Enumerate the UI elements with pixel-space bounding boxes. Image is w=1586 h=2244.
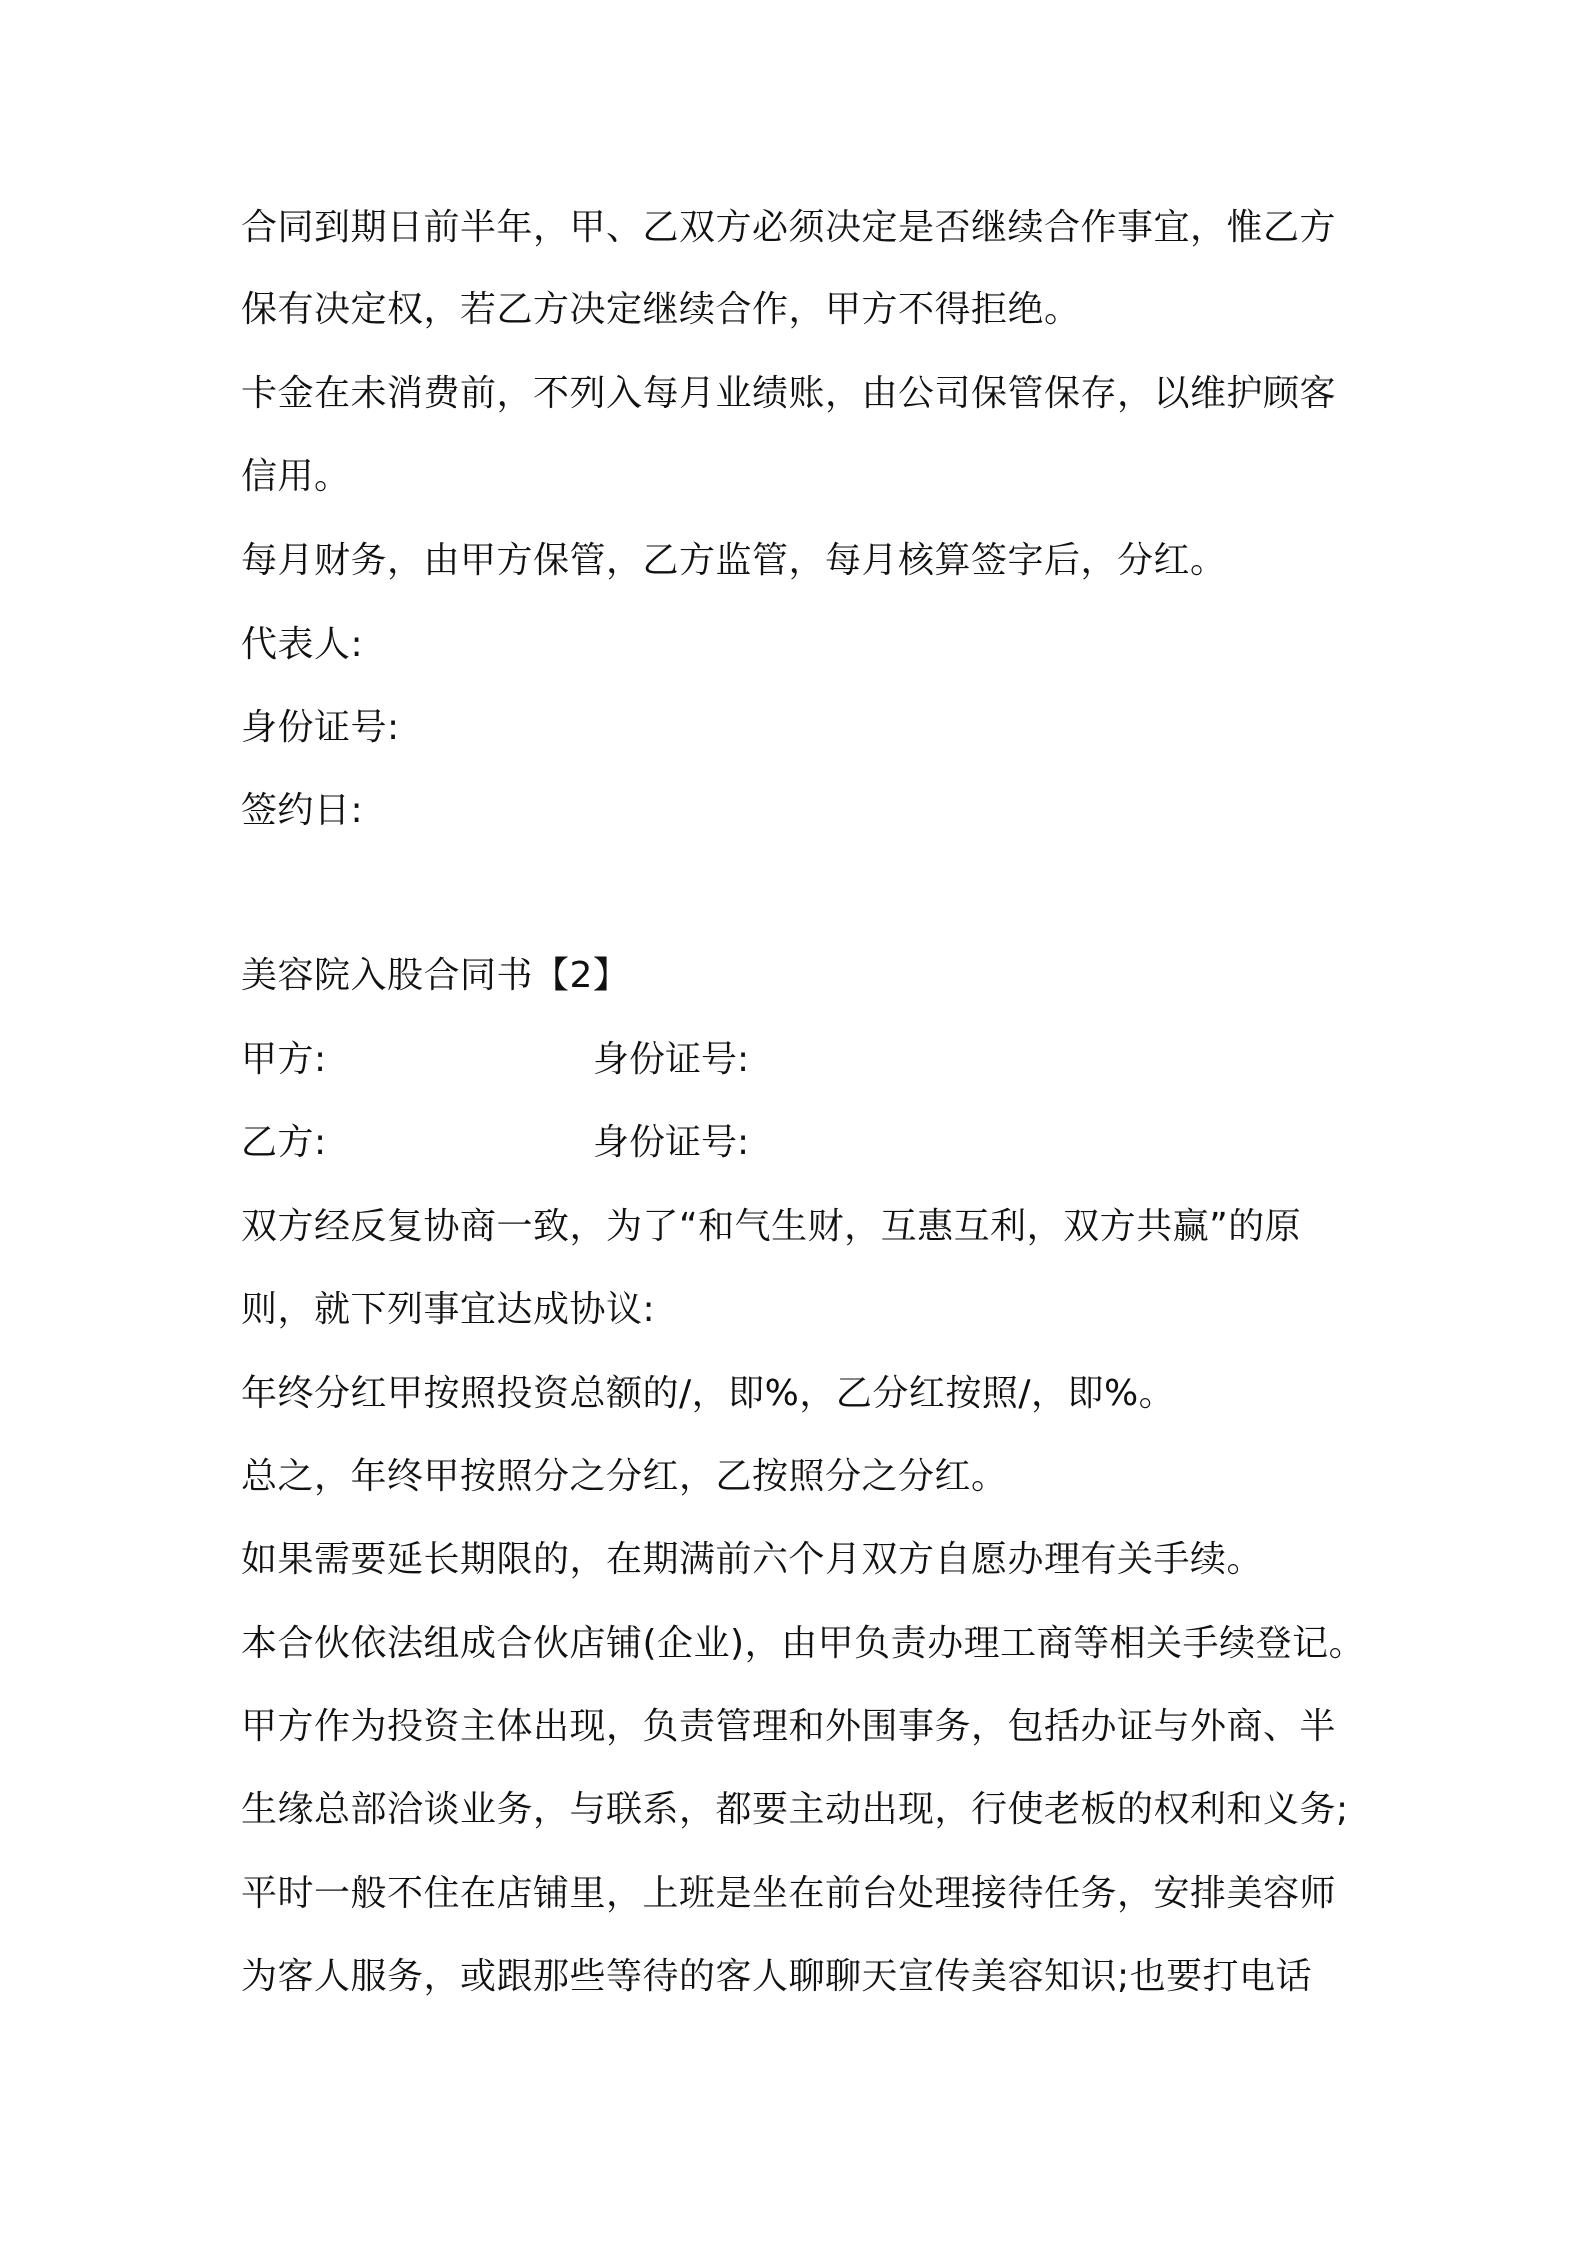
party-b-label: 乙方:	[241, 1122, 327, 1163]
party-a-id-label: 身份证号:	[593, 1039, 750, 1080]
section-title: 美容院入股合同书【2】	[241, 955, 630, 996]
paragraph-line: 卡金在未消费前，不列入每月业绩账，由公司保管保存，以维护顾客	[241, 373, 1337, 414]
paragraph-line: 如果需要延长期限的，在期满前六个月双方自愿办理有关手续。	[241, 1539, 1264, 1580]
paragraph-line: 甲方作为投资主体出现，负责管理和外围事务，包括办证与外商、半	[241, 1706, 1337, 1747]
paragraph-line: 每月财务，由甲方保管，乙方监管，每月核算签字后，分红。	[241, 540, 1227, 581]
representative-label: 代表人:	[241, 624, 364, 665]
paragraph-line: 总之，年终甲按照分之分红，乙按照分之分红。	[241, 1456, 1008, 1497]
party-a-label: 甲方:	[241, 1039, 327, 1080]
paragraph-line: 平时一般不住在店铺里，上班是坐在前台处理接待任务，安排美容师	[241, 1873, 1337, 1914]
paragraph-line: 生缘总部洽谈业务，与联系，都要主动出现，行使老板的权利和义务;	[241, 1789, 1349, 1830]
party-b-id-label: 身份证号:	[593, 1122, 750, 1163]
signing-date-label: 签约日:	[241, 790, 364, 831]
paragraph-line: 年终分红甲按照投资总额的/，即%，乙分红按照/，即%。	[241, 1373, 1176, 1414]
paragraph-line: 双方经反复协商一致，为了“和气生财，互惠互利，双方共赢”的原	[241, 1206, 1302, 1247]
paragraph-line: 则，就下列事宜达成协议:	[241, 1289, 656, 1330]
id-number-label: 身份证号:	[241, 707, 400, 748]
paragraph-line: 信用。	[241, 456, 351, 497]
paragraph-line: 保有决定权，若乙方决定继续合作，甲方不得拒绝。	[241, 289, 1081, 330]
paragraph-line: 合同到期日前半年，甲、乙双方必须决定是否继续合作事宜，惟乙方	[241, 207, 1337, 248]
paragraph-line: 本合伙依法组成合伙店铺(企业)，由甲负责办理工商等相关手续登记。	[241, 1623, 1366, 1664]
paragraph-line: 为客人服务，或跟那些等待的客人聊聊天宣传美容知识;也要打电话	[241, 1956, 1313, 1997]
